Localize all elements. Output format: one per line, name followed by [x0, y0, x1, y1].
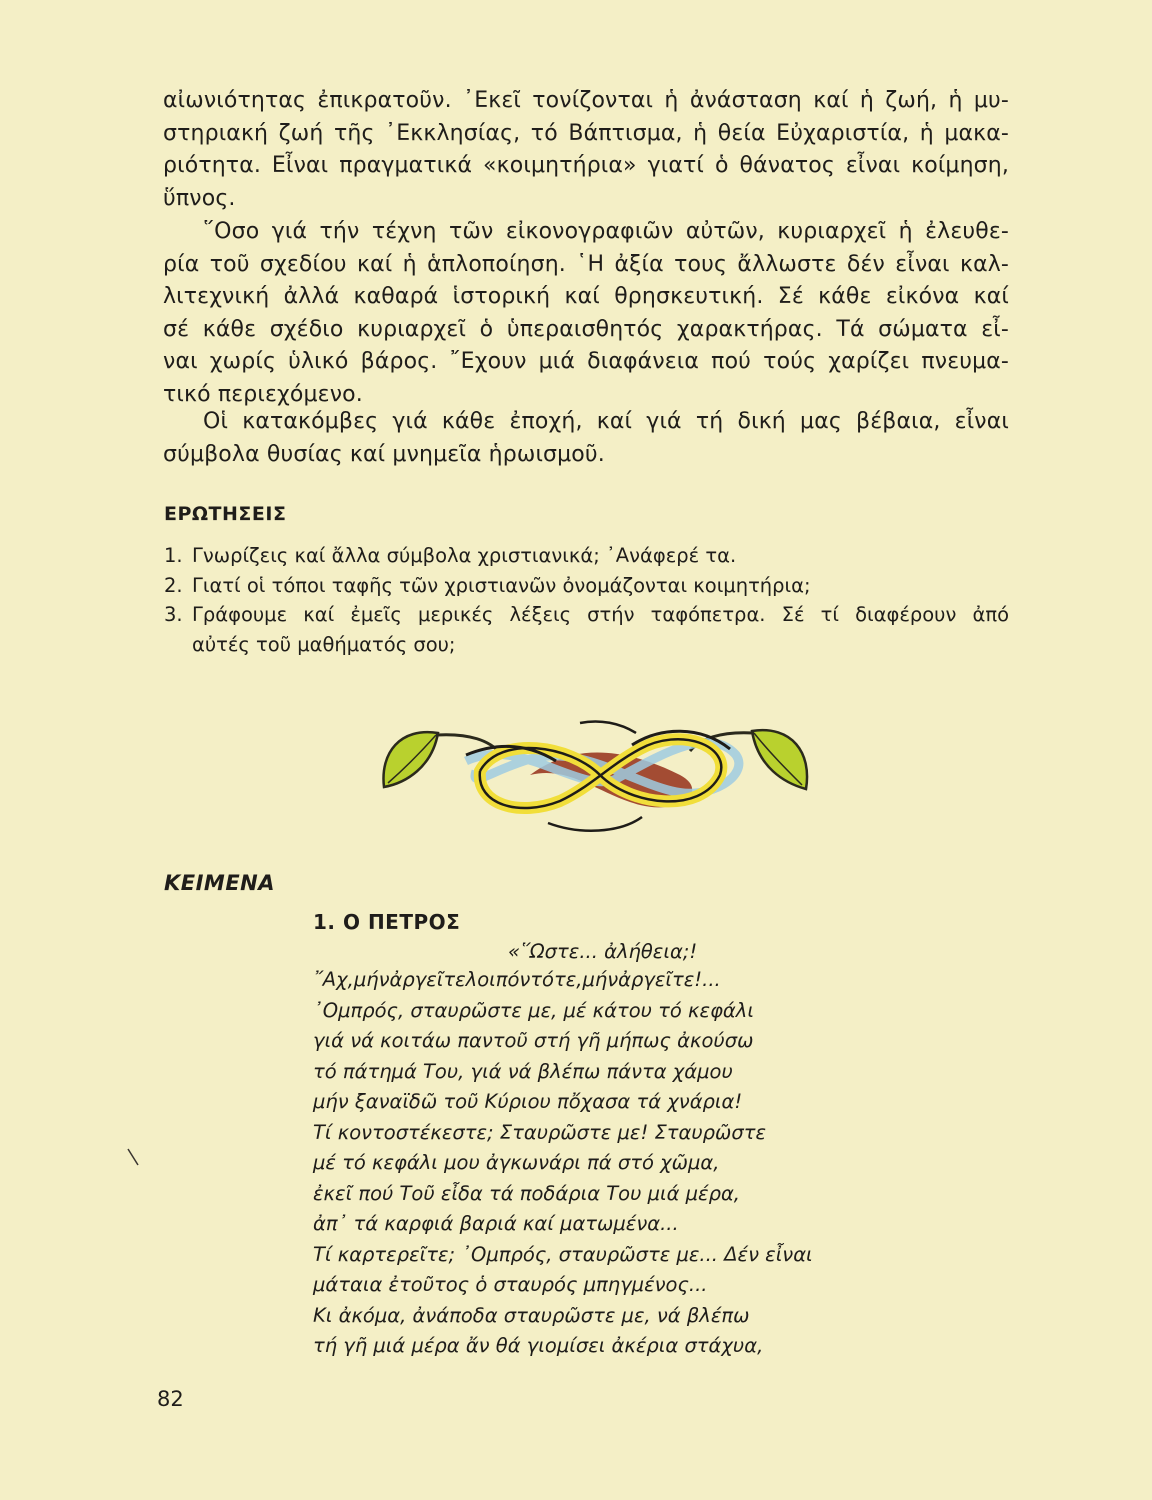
question-text: Γνωρίζεις καί ἄλλα σύμβολα χριστιανικά; ᾿Ανάφερέ τα. [192, 544, 737, 567]
paragraph-line: Οἱ κατακόμβες γιά κάθε ἐποχή, καί γιά τή δική μας βέβαια, εἶναι [203, 409, 1009, 434]
poem-line: τή γῆ μιά μέρα ἄν θά γιομίσει ἀκέρια στάχυα, [313, 1334, 764, 1357]
poem-line: Τί καρτερεῖτε; ᾿Ομπρός, σταυρῶστε με... Δέν εἶναι [313, 1242, 813, 1266]
paragraph-line: ριότητα. Εἶναι πραγματικά «κοιμητήρια» γιατί ὁ θάνατος εἶναι κοίμηση, [163, 153, 1009, 179]
poem-title: 1. Ο ΠΕΤΡΟΣ [313, 910, 461, 934]
poem-line: μάταια ἐτοῦτος ὁ σταυρός μπηγμένος... [313, 1273, 708, 1296]
section-label: ΚΕΙΜΕΝΑ [164, 871, 276, 895]
poem-line: Κι ἀκόμα, ἀνάποδα σταυρῶστε με, νά βλέπω [313, 1303, 750, 1327]
paragraph-symbols-of-sacrifice [163, 406, 1009, 471]
paragraph-line: ῞Οσο γιά τήν τέχνη τῶν εἰκονογραφιῶν αὐτῶν, κυριαρχεῖ ἡ ἐλευθε- [203, 219, 1009, 244]
paragraph-line: αἰωνιότητας ἐπικρατοῦν. ᾿Εκεῖ τονίζονται ἡ ἀνάσταση καί ἡ ζωή, ἡ μυ- [163, 88, 1009, 113]
question-number: 1. [164, 544, 183, 567]
paragraph-line: ρία τοῦ σχεδίου καί ἡ ἁπλοποίηση. ῾Η ἀξία τους ἄλλωστε δέν εἶναι καλ- [163, 251, 1009, 277]
paragraph-line: στηριακή ζωή τῆς ᾿Εκκλησίας, τό Βάπτισμα, ἡ θεία Εὐχαριστία, ἡ μακα- [163, 120, 1009, 146]
paragraph-catacombs-meaning [163, 85, 1009, 215]
ornament-vignette [380, 705, 810, 840]
poem-line: τό πάτημά Του, γιά νά βλέπω πάντα χάμου [313, 1059, 733, 1083]
question-item [164, 541, 1009, 571]
question-text: Γράφουμε καί ἐμεῖς μερικές λέξεις στήν ταφόπετρα. Σέ τί διαφέρουν ἀπό [192, 603, 1009, 626]
poem-line: ἀπ᾿ τά καρφιά βαριά καί ματωμένα... [313, 1212, 679, 1235]
question-item [164, 600, 1009, 659]
question-text: αὐτές τοῦ μαθήματός σου; [192, 632, 456, 656]
paragraph-line: σέ κάθε σχέδιο κυριαρχεῖ ὁ ὑπεραισθητός χαρακτήρας. Τά σώματα εἶ- [163, 316, 1009, 342]
poem-line: ᾿Ομπρός, σταυρῶστε με, μέ κάτου τό κεφάλι [313, 998, 754, 1022]
poem-line: ἐκεῖ πού Τοῦ εἶδα τά ποδάρια Του μιά μέρα, [313, 1181, 741, 1205]
question-number: 2. [164, 573, 183, 597]
poem-epigraph: «῞Ωστε... ἀλήθεια;! [508, 940, 698, 963]
poem-line: μέ τό κεφάλι μου ἀγκωνάρι πά στό χῶμα, [313, 1151, 720, 1174]
poem-line: μήν ξαναϊδῶ τοῦ Κύριου πὄχασα τά χνάρια! [313, 1090, 743, 1113]
paragraph-line: σύμβολα θυσίας καί μνημεῖα ἡρωισμοῦ. [163, 441, 605, 467]
poem-line: Τί κοντοστέκεστε; Σταυρῶστε με! Σταυρῶστε [313, 1120, 767, 1144]
paragraph-line: ναι χωρίς ὑλικό βάρος. ῎Εχουν μιά διαφάνεια πού τούς χαρίζει πνευμα- [163, 349, 1009, 375]
right-leaf-icon [752, 730, 807, 789]
paragraph-art-of-iconography [163, 216, 1009, 412]
questions-list [164, 541, 1009, 659]
question-number: 3. [164, 603, 183, 626]
questions-heading: ΕΡΩΤΗΣΕΙΣ [164, 503, 287, 525]
stray-pen-mark-icon [126, 1147, 140, 1167]
question-item [164, 571, 1009, 601]
poem-lines [313, 965, 813, 1362]
paragraph-line: ὕπνος. [163, 185, 236, 211]
paragraph-line: τικό περιεχόμενο. [163, 381, 363, 407]
question-text: Γιατί οἱ τόποι ταφῆς τῶν χριστιανῶν ὀνομάζονται κοιμητήρια; [192, 573, 811, 597]
page-number: 82 [157, 1387, 184, 1411]
poem-line: γιά νά κοιτάω παντοῦ στή γῆ μήπως ἀκούσω [313, 1029, 754, 1052]
poem-line: ῎Αχ,μήνἀργεῖτελοιπόντότε,μήνἀργεῖτε!... [313, 968, 721, 991]
paragraph-line: λιτεχνική ἀλλά καθαρά ἱστορική καί θρησκευτική. Σέ κάθε εἰκόνα καί [163, 284, 1009, 310]
